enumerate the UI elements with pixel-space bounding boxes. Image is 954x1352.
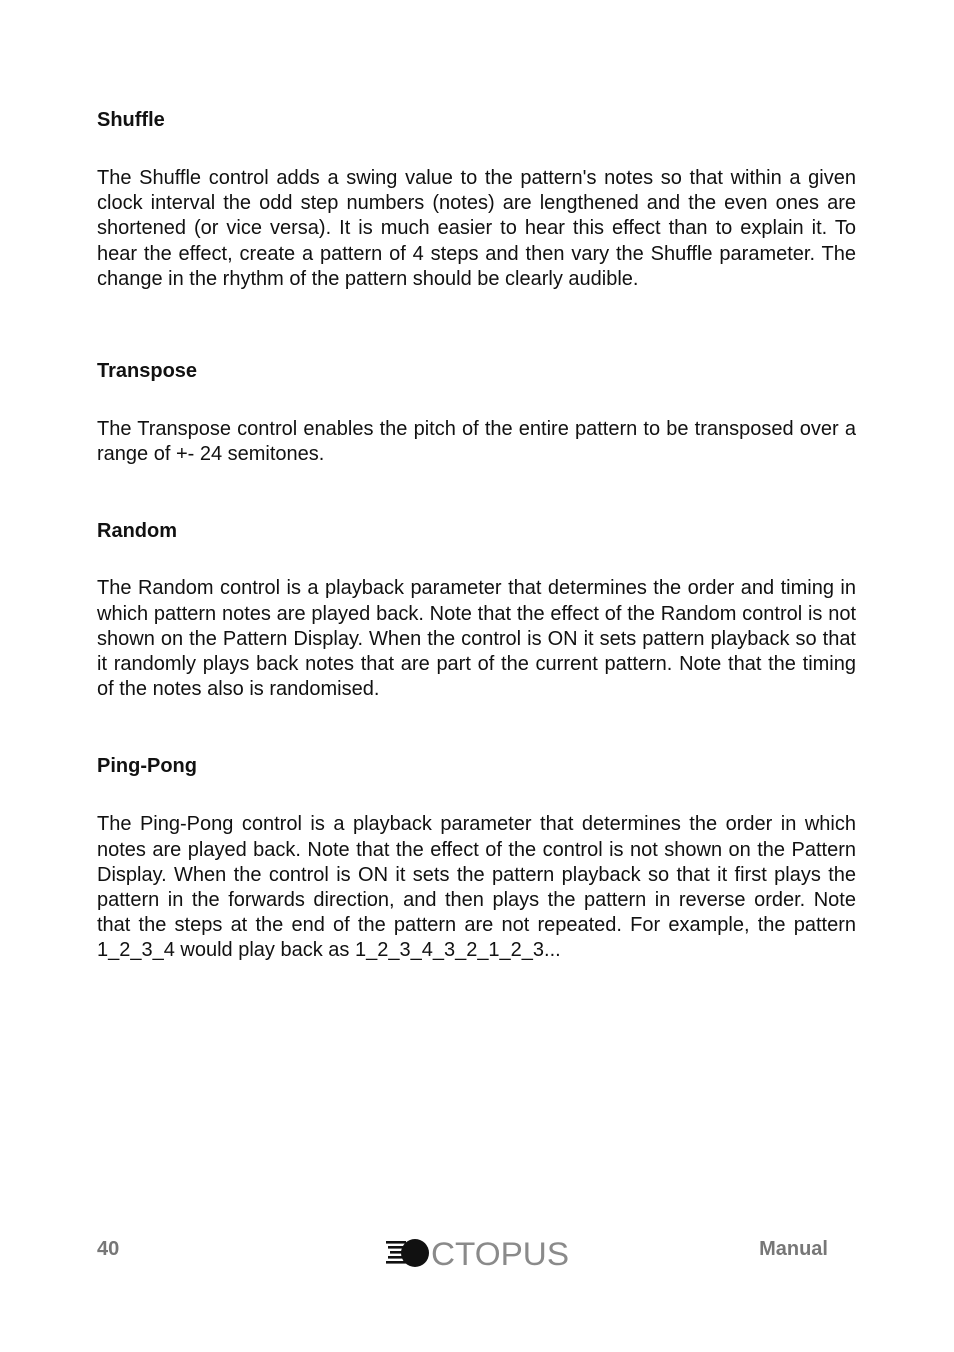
logo-circle-icon xyxy=(401,1239,429,1267)
document-label: Manual xyxy=(759,1238,828,1260)
logo-wordmark: CTOPUS xyxy=(431,1236,569,1272)
random-paragraph: The Random control is a playback parameter that determines the order and timing in which pattern notes are played back. Note that the effect of the Random control is not shown on the Pattern Display. When the control is ON it sets pattern playback so that it randomly plays back notes that are part of the current pattern. Note that the timing of the notes also is randomised. xyxy=(97,577,856,701)
random-heading: Random xyxy=(97,520,177,543)
shuffle-paragraph: The Shuffle control adds a swing value to the pattern's notes so that within a given clock interval the odd step numbers (notes) are lengthened and the even ones are shortened (or vice versa). It is much easier to hear this effect than to explain it. To hear the effect, create a pattern of 4 steps and then vary the Shuffle parameter. The change in the rhythm of the pattern should be clearly audible. xyxy=(97,167,856,290)
transpose-paragraph: The Transpose control enables the pitch of the entire pattern to be transposed over a range of +- 24 semitones. xyxy=(97,418,856,466)
ping-pong-heading: Ping-Pong xyxy=(97,755,197,778)
page-content xyxy=(97,106,856,964)
octopus-logo xyxy=(385,1233,575,1273)
shuffle-heading: Shuffle xyxy=(97,109,165,131)
page-number: 40 xyxy=(97,1238,120,1260)
transpose-heading: Transpose xyxy=(97,360,198,383)
ping-pong-paragraph: The Ping-Pong control is a playback parameter that determines the order in which notes are played back. Note that the effect of the control is not shown on the Pattern Display. When the control is ON it sets the pattern playback so that it first plays the pattern in the forwards direction, and then plays the pattern in reverse order. Note that the steps at the end of the pattern are not repeated. For example, the pattern 1_2_3_4 would play back as 1_2_3_4_3_2_1_2_3... xyxy=(97,813,856,962)
